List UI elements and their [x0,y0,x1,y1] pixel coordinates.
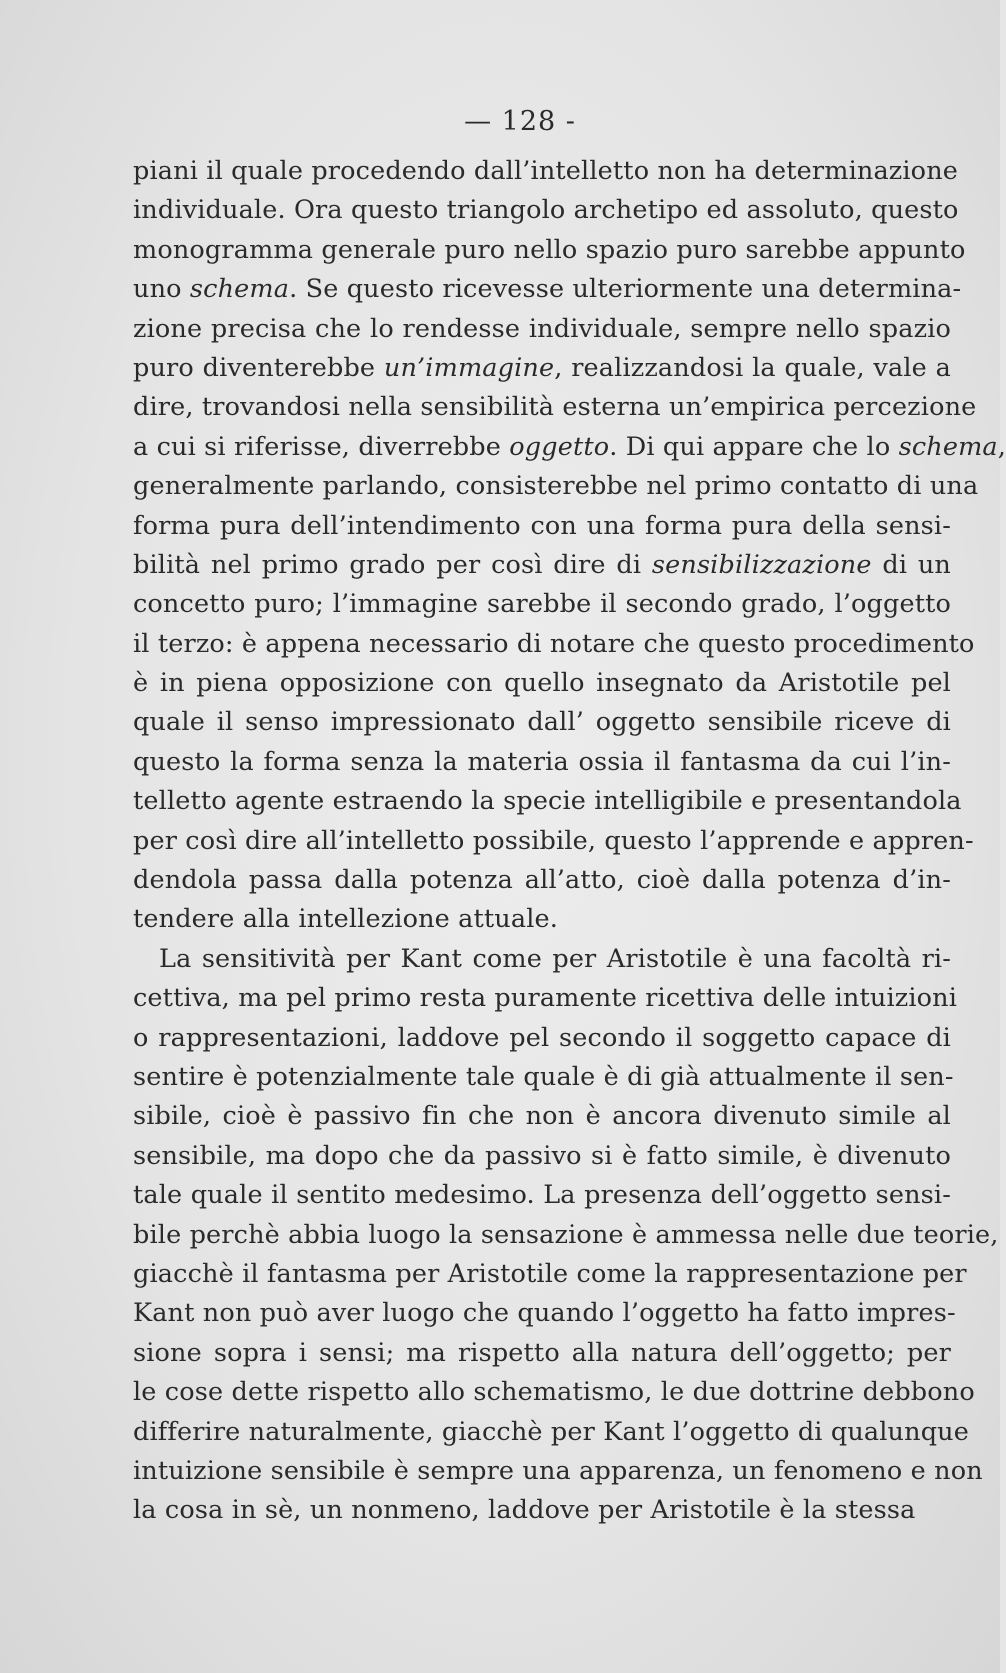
text-line [133,1334,951,1373]
text-run: . Di qui appare che lo [609,431,899,462]
italic-text: oggetto [509,431,610,462]
text-line [133,1137,951,1176]
paragraph [133,940,999,1531]
text-run: la cosa in sè, un nonmeno, laddove per Aristotile è la stessa [133,1495,916,1526]
text-run: tendere alla intellezione attuale. [133,904,559,935]
text-line [133,1452,983,1491]
text-run: sibile, cioè è passivo fin che non è ancora divenuto simile al [133,1101,951,1132]
text-line [133,310,951,349]
text-line [133,1097,951,1136]
text-run: le cose dette rispetto allo schematismo, le due dottrine debbono [133,1377,975,1408]
body-text [133,152,1006,1531]
text-line [133,152,959,191]
text-line [133,585,951,624]
text-line [133,428,1006,467]
text-line [133,782,962,821]
text-run: monogramma generale puro nello spazio puro sarebbe appunto [133,234,966,265]
text-line [133,388,977,427]
text-line [133,507,951,546]
text-run: tale quale il sentito medesimo. La presenza dell’oggetto sensi- [133,1180,951,1211]
text-run: uno [133,274,190,305]
text-run: è in piena opposizione con quello insegnato da Aristotile pel [133,668,951,699]
text-line [133,1294,956,1333]
text-run: individuale. Ora questo triangolo archetipo ed assoluto, questo [133,195,959,226]
text-run: giacchè il fantasma per Aristotile come la rappresentazione per [133,1258,967,1289]
text-run: , [997,431,1006,462]
text-line [133,940,951,979]
text-run: puro diventerebbe [133,352,384,383]
paragraph [133,152,1006,940]
text-run: La sensitività per Kant come per Aristotile è una facoltà ri- [159,943,951,974]
text-run: per così dire all’intelletto possibile, questo l’apprende e appren- [133,825,974,856]
page-number: — 128 - [464,106,576,137]
italic-text: un’immagine [383,352,555,383]
text-run: a cui si riferisse, diverrebbe [133,431,510,462]
text-line [133,1216,999,1255]
italic-text: schema [189,274,290,305]
text-run: zione precisa che lo rendesse individuale, sempre nello spazio [133,313,951,344]
text-run: dire, trovandosi nella sensibilità esterna un’empirica percezione [133,392,977,423]
text-line [133,231,966,270]
text-run: differire naturalmente, giacchè per Kant l’oggetto di qualunque [133,1416,969,1447]
text-line [133,625,975,664]
italic-text: schema [898,431,998,462]
text-line [133,743,951,782]
text-line [133,1255,967,1294]
italic-text: sensibilizzazione [651,549,872,580]
text-run: intuizione sensibile è sempre una apparenza, un fenomeno e non [133,1455,983,1486]
text-line [133,467,979,506]
text-line [133,900,951,939]
text-line [133,703,951,742]
text-run: o rappresentazioni, laddove pel secondo il soggetto capace di [133,1022,951,1053]
text-line [133,1491,951,1530]
text-line [133,1058,954,1097]
text-run: . Se questo ricevesse ulteriormente una determina- [289,274,962,305]
text-line [133,1176,951,1215]
text-line [133,664,951,703]
text-run: bile perchè abbia luogo la sensazione è ammessa nelle due teorie, [133,1219,999,1250]
text-run: sensibile, ma dopo che da passivo si è fatto simile, è divenuto [133,1140,951,1171]
text-run: bilità nel primo grado per così dire di [133,549,652,580]
text-run: sione sopra i sensi; ma rispetto alla natura dell’oggetto; per [133,1337,951,1368]
text-run: sentire è potenzialmente tale quale è di già attualmente il sen- [133,1061,954,1092]
text-line [133,270,962,309]
text-run: di un [871,549,951,580]
text-line [133,1019,951,1058]
text-run: dendola passa dalla potenza all’atto, cioè dalla potenza d’in- [133,865,951,896]
text-run: generalmente parlando, consisterebbe nel primo contatto di una [133,471,979,502]
text-run: cettiva, ma pel primo resta puramente ricettiva delle intuizioni [133,983,958,1014]
text-run: questo la forma senza la materia ossia il fantasma da cui l’in- [133,746,951,777]
text-line [133,822,974,861]
text-run: concetto puro; l’immagine sarebbe il secondo grado, l’oggetto [133,589,951,620]
text-run: quale il senso impressionato dall’ oggetto sensibile riceve di [133,707,951,738]
text-line [133,979,958,1018]
text-run: telletto agente estraendo la specie intelligibile e presentandola [133,786,962,817]
text-run: Kant non può aver luogo che quando l’oggetto ha fatto impres- [133,1298,956,1329]
text-line [133,1413,969,1452]
text-run: , realizzandosi la quale, vale a [554,352,951,383]
text-line [133,349,951,388]
text-line [133,191,959,230]
text-run: il terzo: è appena necessario di notare che questo procedimento [133,628,975,659]
text-run: piani il quale procedendo dall’intelletto non ha determinazione [133,156,959,186]
text-run: forma pura dell’intendimento con una forma pura della sensi- [133,510,951,541]
text-line [133,861,951,900]
text-line [133,546,951,585]
text-line [133,1373,975,1412]
